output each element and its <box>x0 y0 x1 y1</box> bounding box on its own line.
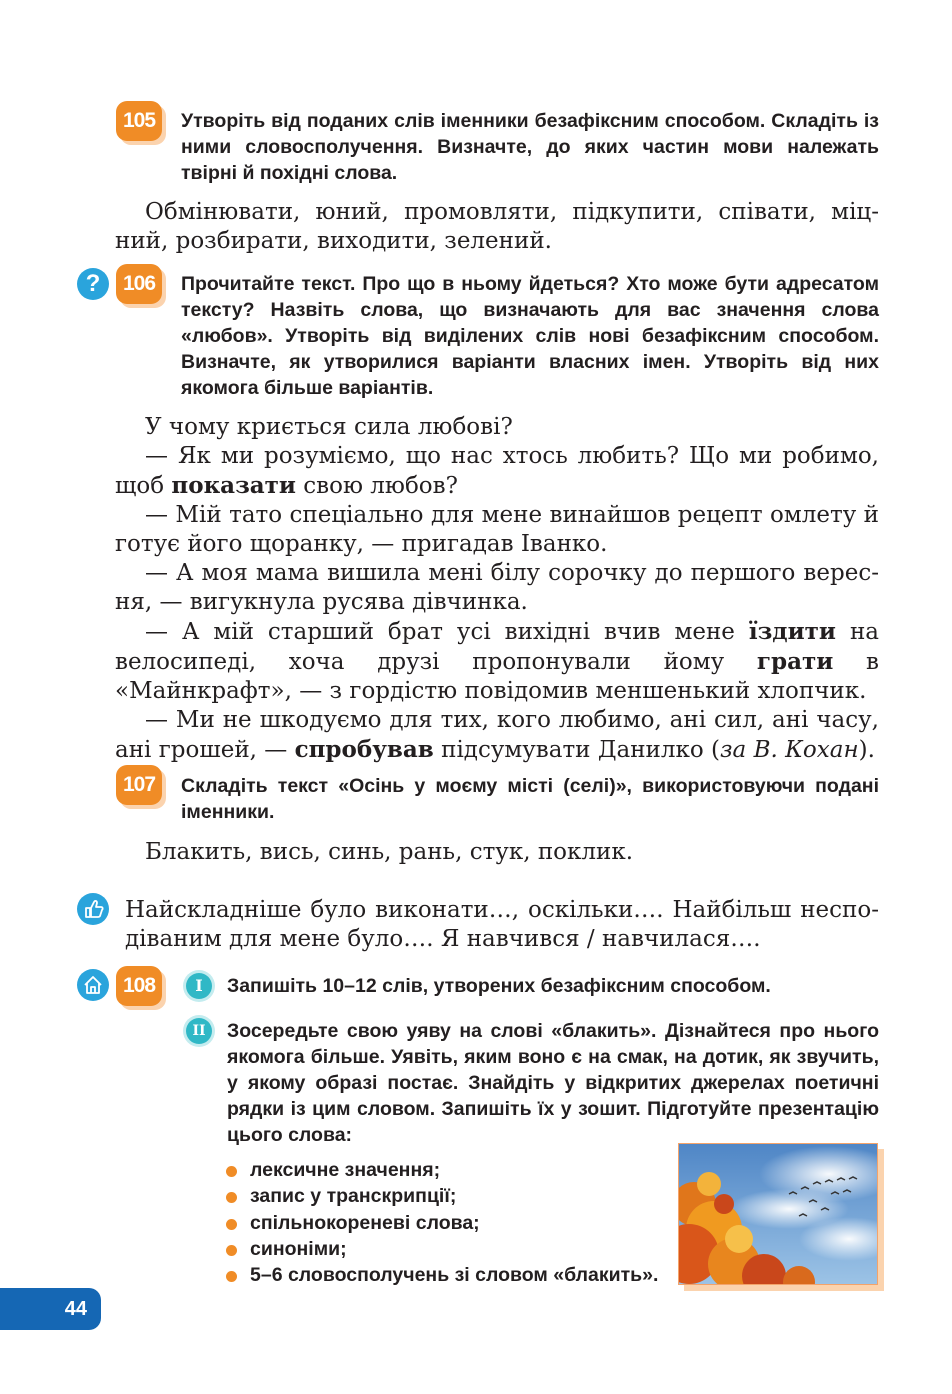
presentation-plan-list <box>226 1157 658 1288</box>
highlighted-word: їздити <box>748 618 836 645</box>
text-paragraph: — Мій тато спеціально для мене винайшов рецепт омлету й готує його щоранку, — пригадав Іванко. <box>115 502 879 557</box>
word-list-text: Блакить, вись, синь, рань, стук, поклик. <box>145 839 634 865</box>
page-number: 44 <box>0 1288 101 1330</box>
list-item-text: 5–6 словосполучень зі словом «блакить». <box>250 1264 659 1287</box>
exercise-task: Прочитайте текст. Про що в ньому йдеться? Хто може бути адресатом тексту? Назвіть слова, що визначають для вас значення слова «любов». Утворіть від виділених слів нові безафіксним способом. Визначте, як утворилися варіанти власних імен. Утворіть від них якомога більше варіантів. <box>181 273 879 399</box>
level-two-task: Зосередьте свою уяву на слові «блакить». Дізнайтеся про нього якомога більше. Уявіть, яким воно є на смак, на дотик, як звучить, у якому образі постає. Знайдіть у відкритих джерелах поетичні рядки із цим словом. Запишіть їх у зошит. Підготуйте презентацію цього слова: <box>227 1020 879 1146</box>
question-icon: ? <box>77 268 109 300</box>
list-item <box>226 1262 658 1288</box>
reflection-paragraph: Найскладніше було виконати…, оскільки…. Найбільш несподіваним для мене було…. Я навчився / навчилася…. <box>125 897 879 952</box>
thumbs-up-icon <box>77 893 109 925</box>
autumn-sky-photo <box>678 1143 878 1285</box>
text-paragraph: — А моя мама вишила мені білу сорочку до першого вересня, — вигукнула русява дівчинка. <box>115 560 879 615</box>
exercise-task: Складіть текст «Осінь у моєму місті (селі)», використовуючи подані іменники. <box>181 775 879 823</box>
exercise-number-badge: 108 <box>116 966 162 1006</box>
list-item-text: спільнокореневі слова; <box>250 1211 480 1234</box>
list-item-text: лексичне значення; <box>250 1159 441 1181</box>
bullet-icon <box>226 1271 237 1282</box>
word-list <box>115 838 879 867</box>
list-item <box>226 1210 658 1236</box>
exercise-number-badge: 106 <box>116 264 162 304</box>
bullet-icon <box>226 1245 237 1256</box>
list-item <box>226 1157 658 1183</box>
level-two-marker: II <box>186 1018 212 1044</box>
reflection-text <box>125 896 879 954</box>
source-author: за В. Кохан <box>720 737 859 763</box>
list-item-text: синоніми; <box>250 1237 347 1260</box>
exercise-number-badge: 105 <box>116 101 162 141</box>
exercise-task: Утворіть від поданих слів іменники безафіксним способом. Складіть із ними словосполучення. Визначте, до яких частин мови належать твірні й похідні слова. <box>181 110 879 184</box>
level-one-marker: I <box>186 973 212 999</box>
bullet-icon <box>226 1192 237 1203</box>
text-paragraph: — Як ми розуміємо, що нас хтось любить? Що ми робимо, щоб показати свою любов? <box>115 443 879 499</box>
bullet-icon <box>226 1166 237 1177</box>
list-item-text: запис у транскрипції; <box>250 1185 457 1208</box>
home-icon <box>77 969 109 1001</box>
highlighted-word: спробував <box>294 736 434 763</box>
text-paragraph: — Ми не шкодуємо для тих, кого любимо, ані сил, ані часу, ані грошей, — спробував підсумувати Данилко (за В. Кохан). <box>115 707 879 763</box>
list-item <box>226 1236 658 1262</box>
reading-text <box>115 413 879 765</box>
highlighted-word: показати <box>171 472 296 499</box>
level-one-task: Запишіть 10–12 слів, утворених безафіксним способом. <box>227 975 771 997</box>
exercise-number-badge: 107 <box>116 765 162 805</box>
highlighted-word: грати <box>756 648 834 675</box>
bullet-icon <box>226 1219 237 1230</box>
text-paragraph: У чому криється сила любові? <box>145 414 513 440</box>
text-paragraph: — А мій старший брат усі вихідні вчив мене їздити на велосипеді, хоча друзі пропонували йому грати в «Майнкрафт», — з гордістю повідомив меншенький хлопчик. <box>115 618 880 704</box>
word-list-text: Обмінювати, юний, промовляти, підкупити, співати, міцний, розбирати, виходити, зелений. <box>115 199 879 254</box>
word-list <box>115 198 879 256</box>
list-item <box>226 1183 658 1209</box>
